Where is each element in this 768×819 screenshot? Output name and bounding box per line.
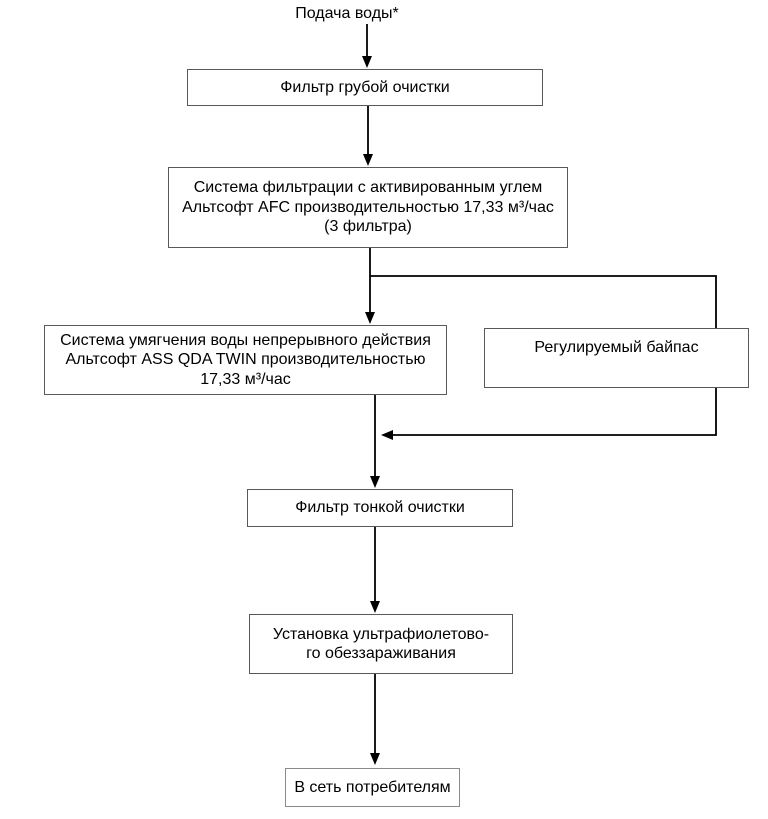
node-fine-filter	[247, 489, 513, 527]
node-text-line: Альтсофт ASS QDA TWIN производительностью	[65, 351, 426, 369]
node-consumer-network	[285, 768, 460, 807]
arrowhead-carbon-to-softening	[365, 312, 375, 324]
node-text-line: (3 фильтра)	[324, 218, 412, 236]
node-text-line: 17,33 м³/час	[200, 370, 291, 388]
node-coarse-filter	[187, 69, 543, 106]
node-uv-disinfection	[249, 614, 513, 674]
node-text-line: Система фильтрации с активированным углем	[193, 179, 543, 197]
node-text-line: Регулируемый байпас	[534, 339, 699, 356]
arrowhead-coarse-to-carbon	[363, 154, 373, 166]
node-text-line: го обеззараживания	[306, 645, 456, 662]
source-label: Подача воды*	[295, 5, 399, 22]
arrowhead-bypass-return	[381, 430, 393, 440]
node-text-line: Установка ультрафиолетово-	[272, 625, 490, 643]
node-text-line: Фильтр тонкой очистки	[295, 499, 465, 517]
node-carbon-filtration	[168, 167, 568, 248]
arrowhead-fine-to-uv	[370, 601, 380, 613]
arrowhead-source-to-coarse	[362, 56, 372, 68]
node-text-line: Система умягчения воды непрерывного действия	[60, 331, 431, 349]
node-adjustable-bypass	[484, 328, 749, 388]
node-text-line: Альтсофт AFC производительностью 17,33 м³/час	[182, 198, 554, 216]
node-text-line: В сеть потребителям	[294, 778, 451, 796]
arrowhead-softening-to-fine	[370, 476, 380, 488]
node-text-line: Фильтр грубой очистки	[280, 78, 450, 96]
node-softening-system	[44, 325, 447, 395]
arrowhead-uv-to-network	[370, 753, 380, 765]
